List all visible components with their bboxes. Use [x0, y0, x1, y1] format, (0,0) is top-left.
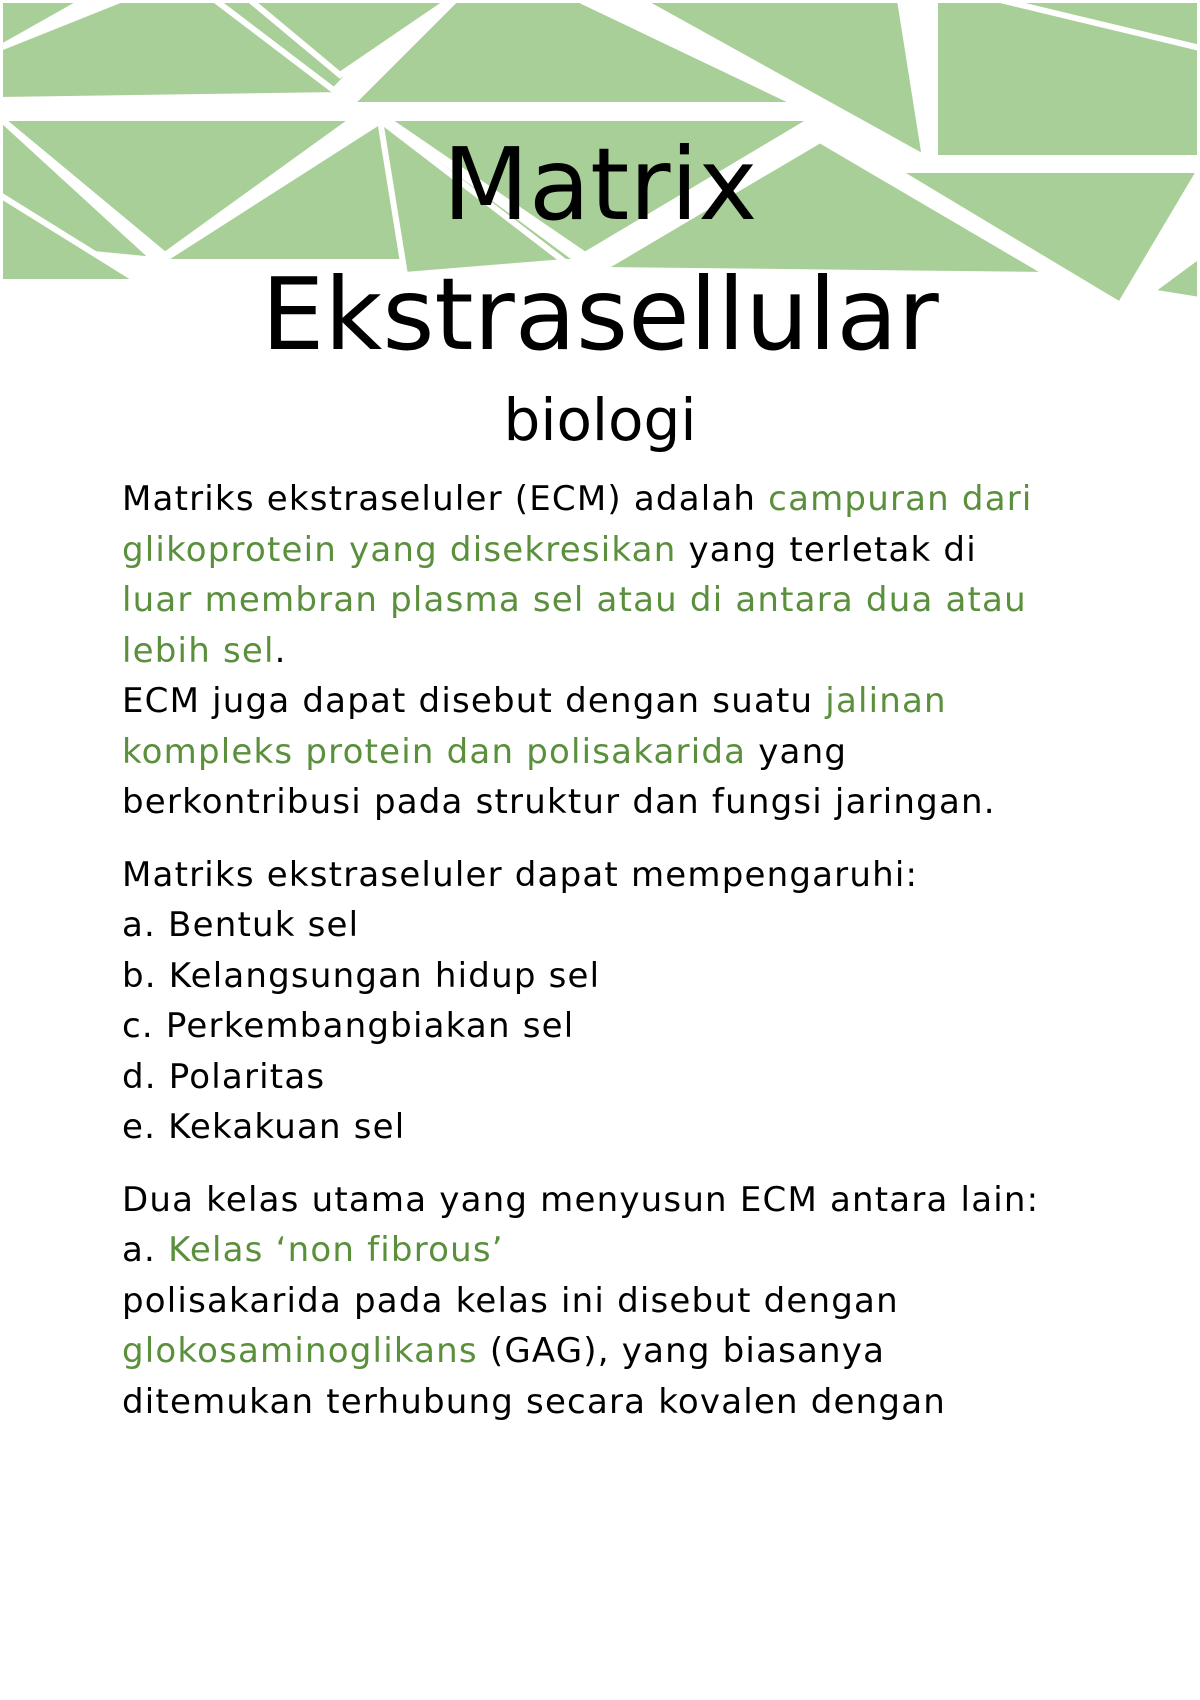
highlight-text: luar membran plasma sel atau di antara dua atau lebih sel	[122, 580, 1027, 671]
highlight-text: campuran dari glikoprotein yang disekresikan	[122, 479, 1033, 570]
list-item: b. Kelangsungan hidup sel	[122, 955, 601, 996]
paragraph-definition	[122, 474, 1052, 676]
class-item-non-fibrous	[122, 1225, 1052, 1276]
highlight-text: glokosaminoglikans	[122, 1331, 478, 1371]
title-block	[0, 120, 1200, 460]
paragraph-gag	[122, 1276, 1052, 1428]
text-run: (GAG), yang biasanya ditemukan terhubung secara kovalen dengan	[122, 1331, 946, 1422]
paragraph-alternate-definition	[122, 676, 1052, 828]
highlight-text: Kelas ‘non fibrous’	[168, 1230, 504, 1270]
text-run: yang terletak di	[676, 529, 977, 570]
text-run: polisakarida pada kelas ini disebut dengan	[122, 1280, 899, 1321]
page-title-line2: Ekstrasellular	[261, 256, 939, 373]
page-subtitle: biologi	[503, 386, 697, 454]
list-marker: a.	[122, 1230, 169, 1270]
page-title-line1: Matrix	[442, 126, 758, 243]
list-item: c. Perkembangbiakan sel	[122, 1006, 575, 1046]
document-body	[122, 474, 1052, 1427]
text-run: .	[274, 630, 287, 671]
list-item: a. Bentuk sel	[122, 905, 360, 945]
text-run: ECM juga dapat disebut dengan suatu	[122, 681, 826, 721]
classes-intro: Dua kelas utama yang menyusun ECM antara lain:	[122, 1179, 1040, 1220]
highlight-text: jalinan kompleks protein dan polisakarida	[122, 681, 947, 772]
text-run: Matriks ekstraseluler (ECM) adalah	[122, 479, 769, 519]
list-item: d. Polaritas	[122, 1056, 326, 1097]
text-run: yang berkontribusi pada struktur dan fungsi jaringan.	[122, 731, 996, 822]
influence-intro: Matriks ekstraseluler dapat mempengaruhi:	[122, 854, 919, 895]
list-item: e. Kekakuan sel	[122, 1107, 406, 1147]
